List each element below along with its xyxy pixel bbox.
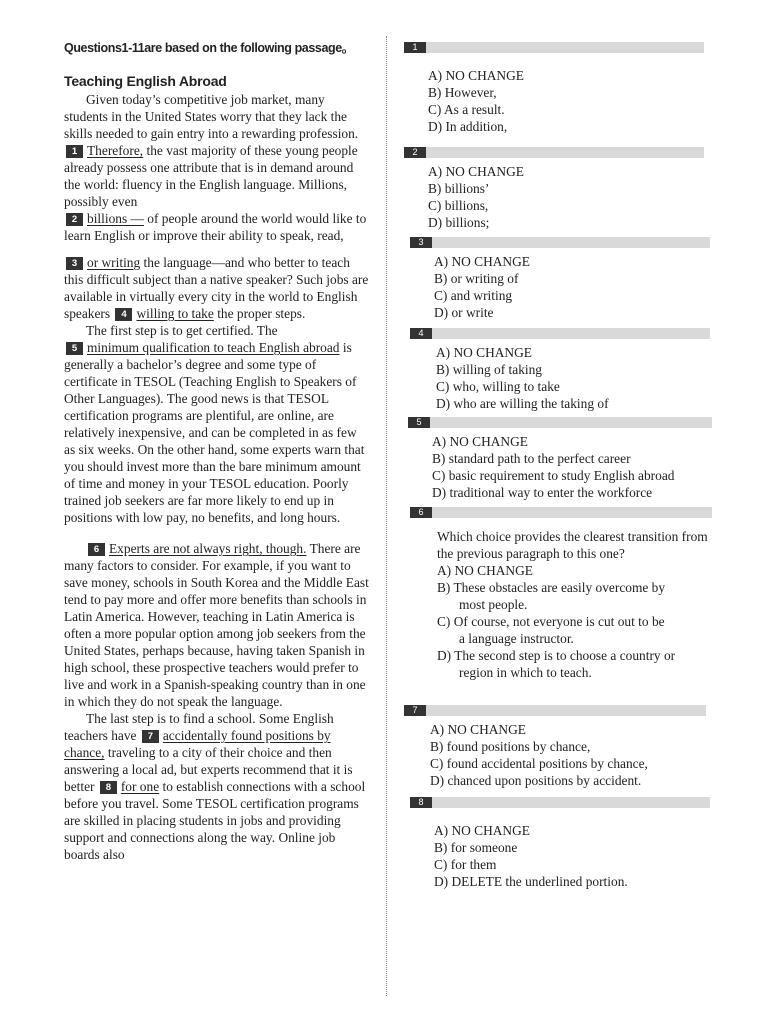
question-block-5 [408,417,712,501]
underlined-portion-2: billions — [87,211,144,226]
answer-option-d[interactable]: D) traditional way to enter the workforce [432,485,653,500]
passage-paragraph-5 [64,710,370,863]
answer-option-d[interactable]: D) who are willing the taking of [436,396,609,411]
question-block-1 [404,42,704,135]
question-number: 7 [404,705,426,716]
answer-option-b[interactable]: B) found positions by chance, [430,739,591,754]
answer-option-d[interactable]: D) In addition, [428,119,508,134]
answer-option-b[interactable]: B) These obstacles are easily overcome by [437,580,666,595]
passage-text: is generally a bachelor’s degree and some type of certificate in TESOL (Teaching English to Speakers of Other Languages). The good news is that TESOL certification programs are plentiful, are online, are relatively inexpensive, and can be completed in as few as six weeks. On the other hand, some experts warn that you should invest more than the bare minimum amount of time and money in your TESOL education. Poorly trained job seekers are far more likely to end up in positions with low pay, no benefits, and long hours. [64,340,365,525]
answer-option-c[interactable]: C) billions, [428,198,489,213]
answer-option-b-continued[interactable]: most people. [459,597,528,612]
answer-option-a[interactable]: A) NO CHANGE [437,563,533,578]
answer-option-b[interactable]: B) However, [428,85,497,100]
underlined-portion-1: Therefore, [87,143,144,158]
answer-option-c[interactable]: C) Of course, not everyone is cut out to be [437,614,665,629]
passage-column [64,40,370,863]
answer-option-b[interactable]: B) or writing of [434,271,519,286]
question-number: 1 [404,42,426,53]
underlined-portion-5: minimum qualification to teach English abroad [87,340,340,355]
passage-text: The last step is to find a school. Some English teachers have [64,711,334,743]
question-bar [408,417,712,428]
question-number: 8 [410,797,432,808]
answer-option-c[interactable]: C) As a result. [428,102,505,117]
question-bar [410,328,710,339]
passage-text: There are many factors to consider. For example, if you want to save money, schools in South Korea and the Middle East tend to pay more and offer more benefits than schools in Latin America. However, teaching in Latin America is often a more popular option among job seekers from the United States, perhaps because, having taken Spanish in high school, these prospective teachers would prefer to live and work in a Spanish-speaking country than in one in which they do not speak the language. [64,541,369,709]
underlined-portion-8: for one [120,779,160,794]
answer-option-a[interactable]: A) NO CHANGE [434,254,530,269]
question-block-8 [410,797,710,890]
question-marker-4[interactable]: 4 [115,308,132,321]
passage-title: Teaching English Abroad [64,73,227,89]
answer-option-d[interactable]: D) chanced upon positions by accident. [430,773,642,788]
passage-text: to establish connections with a school before you travel. Some TESOL certification programs are skilled in placing students in jobs and providing support and connections along the way. Online job boards also [64,779,366,862]
passage-text: Given today’s competitive job market, many students in the United States worry that they lack the skills needed to gain entry into a rewarding profession. [64,92,359,141]
answer-option-c[interactable]: C) who, willing to take [436,379,560,394]
question-marker-5[interactable]: 5 [66,342,83,355]
underlined-portion-4: willing to take [136,306,214,321]
answer-option-c[interactable]: C) and writing [434,288,513,303]
question-block-4 [410,328,710,412]
underlined-portion-7: accidentally found positions by chance, [64,728,331,760]
underlined-portion-3: or writing [87,255,141,270]
question-marker-3[interactable]: 3 [66,257,83,270]
answer-option-a[interactable]: A) NO CHANGE [434,823,530,838]
question-number: 3 [410,237,432,248]
passage-text: The first step is to get certified. The [86,323,278,338]
answer-option-b[interactable]: B) for someone [434,840,518,855]
answer-option-b[interactable]: B) standard path to the perfect career [432,451,631,466]
underlined-portion-6: Experts are not always right, though. [109,541,307,556]
passage-text: of people around the world would like to learn English or improve their ability to speak, read, [64,211,367,243]
answer-option-c-continued[interactable]: a language instructor. [459,631,574,646]
passage-paragraph-3 [64,322,370,526]
answer-option-b[interactable]: B) willing of taking [436,362,543,377]
passage-text: the vast majority of these young people already possess one attribute that is in demand around the world: fluency in the English language. Millions, possibly even [64,143,358,209]
answer-option-c[interactable]: C) basic requirement to study English abroad [432,468,675,483]
answer-option-a[interactable]: A) NO CHANGE [428,164,524,179]
question-prompt: Which choice provides the clearest transition from the previous paragraph to this one? [437,529,708,561]
question-number: 5 [408,417,430,428]
passage-text: the language—and who better to teach this difficult subject than a native speaker? Such jobs are available in virtually every city in the world to English speakers [64,255,369,321]
question-number: 2 [404,147,426,158]
answer-option-a[interactable]: A) NO CHANGE [430,722,526,737]
question-bar [404,705,706,716]
question-marker-8[interactable]: 8 [100,781,117,794]
passage-paragraph-2 [64,254,370,322]
answer-option-d[interactable]: D) billions; [428,215,490,230]
question-marker-1[interactable]: 1 [66,145,83,158]
answer-option-a[interactable]: A) NO CHANGE [436,345,532,360]
question-bar [410,507,712,518]
answer-option-d-continued[interactable]: region in which to teach. [459,665,592,680]
question-marker-6[interactable]: 6 [88,543,105,556]
answer-option-c[interactable]: C) found accidental positions by chance, [430,756,648,771]
question-number: 6 [410,507,432,518]
answer-option-a[interactable]: A) NO CHANGE [432,434,528,449]
question-block-2 [404,147,704,231]
column-divider [386,36,387,996]
question-block-3 [410,237,710,321]
answer-option-d[interactable]: D) The second step is to choose a country or [437,648,676,663]
answer-option-b[interactable]: B) billions’ [428,181,490,196]
answer-option-c[interactable]: C) for them [434,857,497,872]
question-block-6 [410,507,712,681]
passage-paragraph-1 [64,91,370,244]
passage-header: Questions1-11are based on the following passage。 [64,41,354,55]
question-marker-7[interactable]: 7 [142,730,159,743]
question-marker-2[interactable]: 2 [66,213,83,226]
question-bar [404,42,704,53]
answer-option-d[interactable]: D) DELETE the underlined portion. [434,874,628,889]
answer-option-a[interactable]: A) NO CHANGE [428,68,524,83]
question-number: 4 [410,328,432,339]
passage-text: the proper steps. [217,306,306,321]
question-block-7 [404,705,706,789]
question-bar [410,797,710,808]
question-bar [404,147,704,158]
passage-paragraph-4 [64,540,370,710]
passage-text: traveling to a city of their choice and then answering a local ad, but experts recommend that it is better [64,745,353,794]
answer-option-d[interactable]: D) or write [434,305,494,320]
question-bar [410,237,710,248]
